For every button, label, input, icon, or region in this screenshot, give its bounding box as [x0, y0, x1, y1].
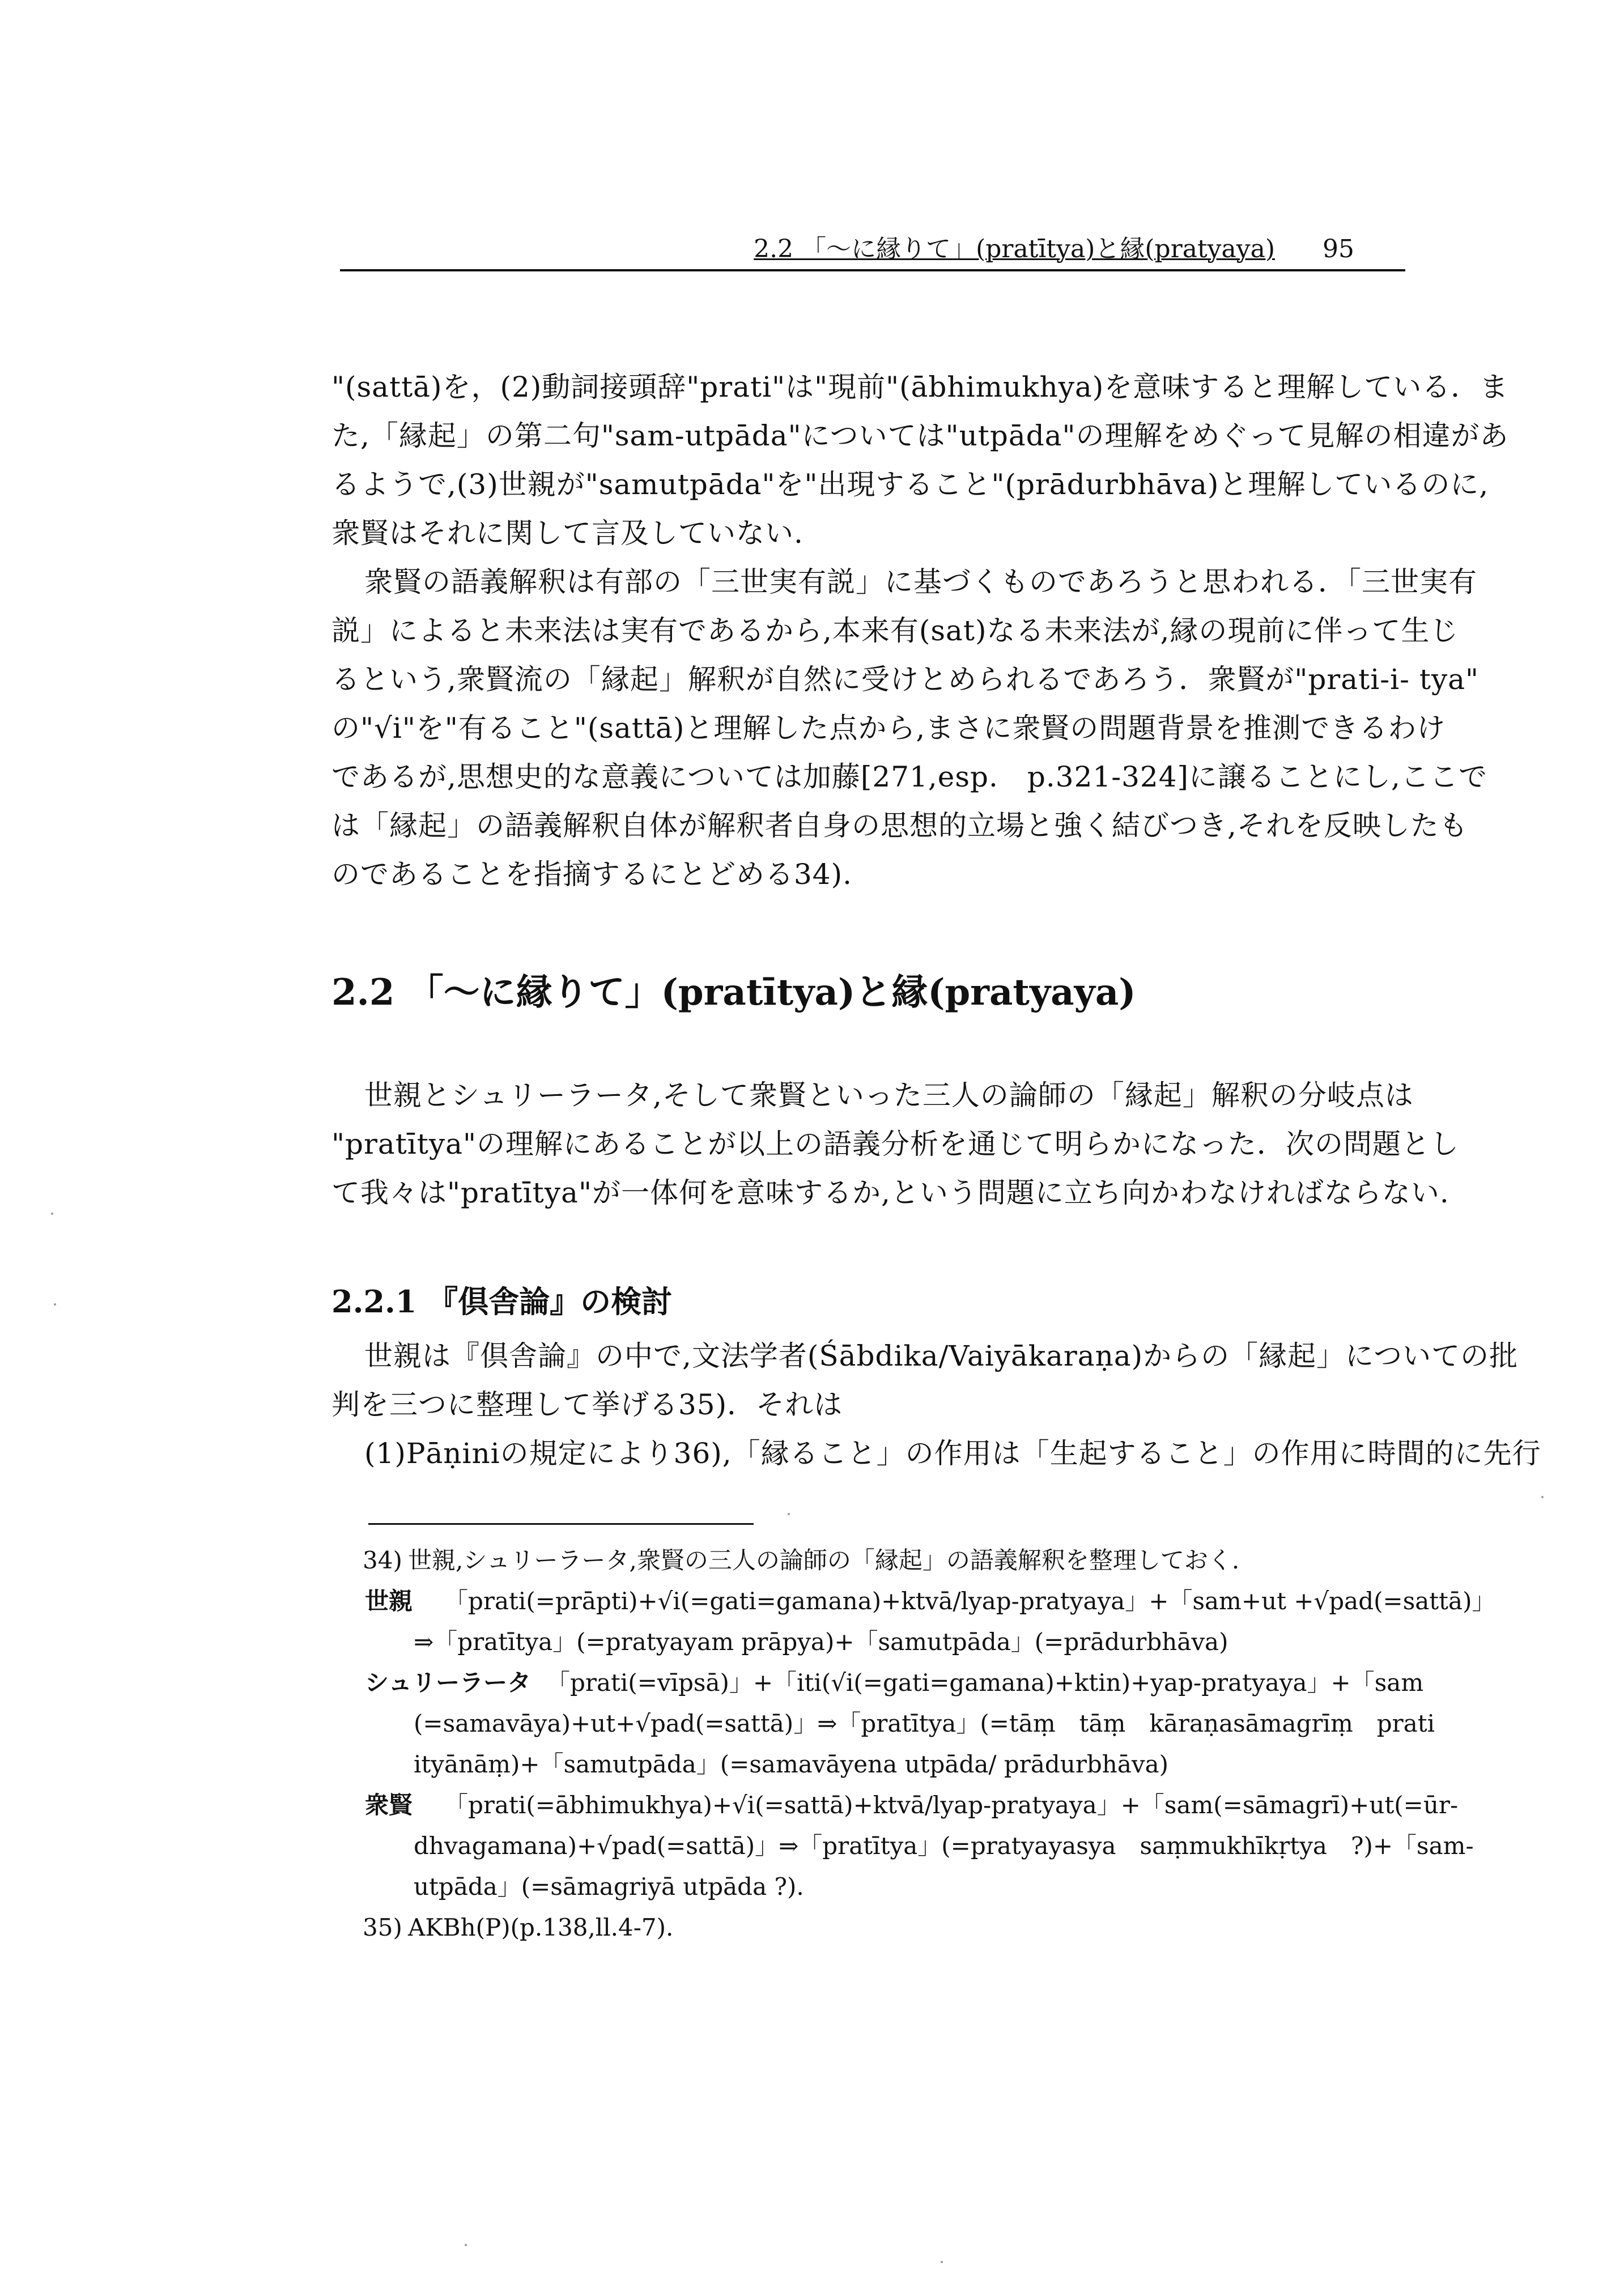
entry-label: 世親: [365, 1587, 413, 1615]
text-line: 世親は『倶舎論』の中で,文法学者(Śābdika/Vaiyākaraṇa)からの「縁起」についての批: [364, 1340, 1519, 1372]
footnote-rule: [368, 1523, 754, 1525]
text-line: 世親とシュリーラータ,そして衆賢といった三人の論師の「縁起」解釈の分岐点は: [364, 1079, 1414, 1112]
text-line: 説」によると未来法は実有であるから,本来有(sat)なる未来法が,縁の現前に伴って生じ: [331, 614, 1459, 647]
scan-speck: [788, 1513, 790, 1515]
section-heading: 2.2 「～に縁りて」(pratītya)と縁(pratyaya): [331, 971, 1136, 1014]
paragraph-2: [331, 558, 1487, 899]
scan-speck: [465, 2244, 467, 2246]
footnote-entry-vasubandhu: [363, 1581, 1496, 1622]
entry-continuation: ⇒「pratītya」(=pratyayam prāpya)+「samutpāda」(=prādurbhāva): [414, 1628, 1228, 1656]
footnote-text: AKBh(P)(p.138,ll.4-7).: [408, 1914, 674, 1941]
text-line: の"√i"を"有ること"(sattā)と理解した点から,まさに衆賢の問題背景を推測できるわけ: [331, 712, 1446, 745]
page-number: 95: [1323, 235, 1354, 263]
text-line: "(sattā)を，(2)動詞接頭辞"prati"は"現前"(ābhimukhya)を意味すると理解している．ま: [331, 371, 1509, 403]
footnote-text: 世親,シュリーラータ,衆賢の三人の論師の「縁起」の語義解釈を整理しておく.: [408, 1546, 1240, 1574]
running-header-text: [754, 228, 1354, 265]
entry-label: シュリーラータ: [365, 1669, 532, 1697]
running-header: [340, 235, 1405, 271]
text-line: であるが,思想史的な意義については加藤[271,esp. p.321-324]に譲ることにし,ここで: [331, 760, 1487, 793]
text-line: は「縁起」の語義解釈自体が解釈者自身の思想的立場と強く結びつき,それを反映したも: [331, 809, 1468, 842]
footnote-34: [363, 1540, 1377, 1581]
text-line: た,「縁起」の第二句"sam-utpāda"については"utpāda"の理解をめぐって見解の相違があ: [331, 419, 1509, 452]
footnote-entry-samghabhadra: [363, 1785, 1459, 1826]
text-line: 判を三つに整理して挙げる35)．それは: [331, 1388, 843, 1421]
text-line: るという,衆賢流の「縁起」解釈が自然に受けとめられるであろう．衆賢が"prati-i- tya": [331, 663, 1480, 696]
entry-continuation: ityānāṃ)+「samutpāda」(=samavāyena utpāda/ prādurbhāva): [414, 1750, 1169, 1778]
paragraph-1: [331, 363, 1509, 558]
footnote-entry-srilata: [363, 1663, 1424, 1703]
scan-speck: [51, 1213, 53, 1215]
entry-text: 「prati(=ābhimukhya)+√i(=sattā)+ktvā/lyap-pratyaya」+「sam(=sāmagrī)+ut(=ūr-: [444, 1791, 1459, 1819]
scan-speck: [941, 2261, 943, 2263]
entry-continuation: utpāda」(=sāmagriyā utpāda ?).: [414, 1873, 804, 1900]
text-line: 衆賢の語義解釈は有部の「三世実有説」に基づくものであろうと思われる．「三世実有: [364, 566, 1477, 598]
entry-continuation: dhvagamana)+√pad(=sattā)」⇒「pratītya」(=pratyayasya saṃmukhīkṛtya ?)+「sam-: [414, 1832, 1474, 1860]
entry-text: 「prati(=vīpsā)」+「iti(√i(=gati=gamana)+ktin)+yap-pratyaya」+「sam: [546, 1669, 1424, 1697]
subsection-heading: 2.2.1 『倶舎論』の検討: [331, 1283, 673, 1320]
text-line: 衆賢はそれに関して言及していない.: [331, 517, 804, 550]
header-section-title: 2.2 「～に縁りて」(pratītya)と縁(pratyaya): [754, 235, 1275, 263]
paragraph-3: [331, 1071, 1459, 1217]
scan-speck: [1541, 1496, 1544, 1498]
text-line: るようで,(3)世親が"samutpāda"を"出現すること"(prādurbhāva)と理解しているのに,: [331, 468, 1489, 501]
entry-text: 「prati(=prāpti)+√i(=gati=gamana)+ktvā/lyap-pratyaya」+「sam+ut +√pad(=sattā)」: [444, 1587, 1496, 1615]
scan-speck: [54, 1303, 56, 1306]
text-line: のであることを指摘するにとどめる34).: [331, 858, 853, 891]
footnote-number: 34): [363, 1546, 402, 1574]
entry-continuation: (=samavāya)+ut+√pad(=sattā)」⇒「pratītya」(=tāṃ tāṃ kāraṇasāmagrīṃ prati: [414, 1710, 1435, 1737]
entry-label: 衆賢: [365, 1791, 413, 1819]
text-line: て我々は"pratītya"が一体何を意味するか,という問題に立ち向かわなければならない.: [331, 1176, 1449, 1209]
footnote-35: [363, 1907, 1377, 1948]
paragraph-4: [331, 1332, 1541, 1478]
footnotes: [363, 1540, 1496, 1948]
footnote-number: 35): [363, 1914, 402, 1941]
text-line: (1)Pāṇiniの規定により36),「縁ること」の作用は「生起すること」の作用に時間的に先行: [364, 1437, 1541, 1470]
text-line: "pratītya"の理解にあることが以上の語義分析を通じて明らかになった．次の問題とし: [331, 1128, 1459, 1160]
